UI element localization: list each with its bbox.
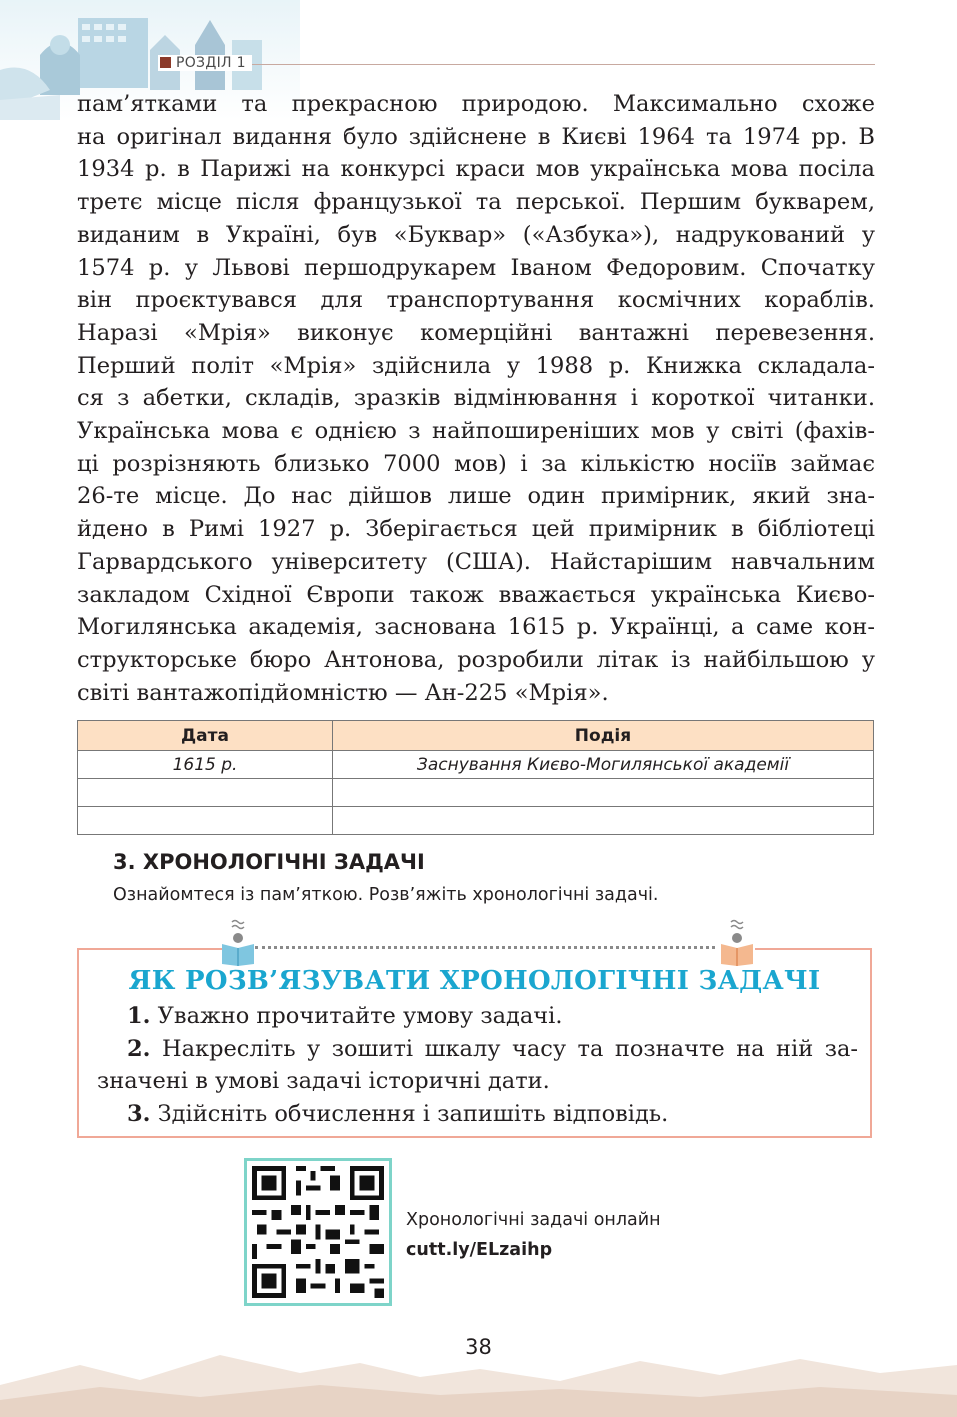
body-line: Гарвардського університету (США). Найстарішим навчальним (77, 548, 875, 575)
memo-dotted-line (255, 946, 715, 949)
body-line: 26-те місце. До нас дійшов лише один примірник, який зна- (77, 483, 875, 510)
memo-step (77, 1098, 872, 1131)
body-line: 1574 р. у Львові першодрукарем Іваном Федоровим. Спочатку (77, 254, 875, 281)
book-icon (218, 918, 258, 966)
qr-caption (406, 1205, 661, 1265)
body-line: Могилянська академія, заснована 1615 р. Українці, а саме кон- (77, 614, 875, 641)
table-cell-event: Заснування Києво-Могилянської академії (333, 751, 874, 779)
memo-step-text: Накресліть у зошиті шкалу часу та позначте на ній за-значені в умові задачі історичні дати. (97, 1035, 858, 1094)
memo-step-text: Уважно прочитайте умову задачі. (157, 1003, 563, 1029)
body-line: ці розрізняють близько 7000 мов) і за кількістю носіїв займає (77, 450, 875, 477)
body-line: ся з абетки, складів, зразків відмінювання і короткої читанки. (77, 385, 875, 412)
body-line: закладом Східної Європи також вважається українська Києво- (77, 581, 875, 608)
body-line: 1934 р. в Парижі на конкурсі краси мов українська мова посіла (77, 156, 875, 183)
body-paragraph (77, 88, 875, 709)
qr-caption-text: Хронологічні задачі онлайн (406, 1210, 661, 1230)
table-header-row (78, 721, 874, 751)
body-line: виданим в Україні, був «Буквар» («Азбука»), надрукований у (77, 221, 875, 248)
column-header-event: Подія (333, 721, 874, 751)
memo-step-number: 2. (127, 1035, 151, 1062)
table-cell-date (78, 779, 333, 807)
table-row (78, 807, 874, 835)
section-label: РОЗДІЛ 1 (158, 55, 252, 71)
column-header-date: Дата (78, 721, 333, 751)
memo-top-border-right (755, 948, 872, 950)
body-line: Наразі «Мрія» виконує комерційні вантажні перевезення. (77, 319, 875, 346)
memo-step-text: Здійсніть обчислення і запишіть відповідь. (157, 1100, 669, 1127)
memo-step (77, 1000, 872, 1033)
body-line: структорське бюро Антонова, розробили літак із найбільшою у (77, 646, 875, 673)
memo-title: ЯК РОЗВ’ЯЗУВАТИ ХРОНОЛОГІЧНІ ЗАДАЧІ (128, 966, 821, 996)
table-cell-date: 1615 р. (78, 751, 333, 779)
body-line: світі вантажопідйомністю — Ан-225 «Мрія». (77, 679, 609, 706)
table-cell-event (333, 779, 874, 807)
memo-step (77, 1033, 872, 1098)
table-row (78, 779, 874, 807)
body-line: Українська мова є однією з найпоширеніших мов у світі (фахів- (77, 418, 875, 445)
memo-steps-list (77, 1000, 872, 1130)
body-line: третє місце після французької та перської. Першим букварем, (77, 189, 875, 216)
qr-link[interactable]: cutt.ly/ELzaihp (406, 1240, 553, 1260)
table-row (78, 751, 874, 779)
page-number: 38 (465, 1335, 492, 1359)
body-line: Перший політ «Мрія» здійснила у 1988 р. Книжка складала- (77, 352, 875, 379)
book-icon (717, 918, 757, 966)
body-line: йдено в Римі 1927 р. Зберігається цей примірник в бібліотеці (77, 516, 875, 543)
header-rule (170, 64, 875, 65)
memo-step-number: 1. (127, 1003, 151, 1029)
table-cell-date (78, 807, 333, 835)
qr-code[interactable] (244, 1158, 392, 1306)
body-line: він проєктувався для транспортування космічних кораблів. (77, 287, 875, 314)
task-instruction: Ознайомтеся із пам’яткою. Розв’яжіть хронологічні задачі. (113, 885, 659, 905)
body-line: на оригінал видання було здійснене в Києві 1964 та 1974 рр. В (77, 123, 875, 150)
task-heading: 3. ХРОНОЛОГІЧНІ ЗАДАЧІ (113, 850, 425, 874)
body-line: пам’ятками та прекрасною природою. Максимально схоже (77, 91, 875, 117)
table-cell-event (333, 807, 874, 835)
memo-step-number: 3. (127, 1100, 151, 1127)
memo-top-border-left (77, 948, 227, 950)
section-marker-icon (160, 57, 171, 68)
events-table (77, 720, 874, 835)
